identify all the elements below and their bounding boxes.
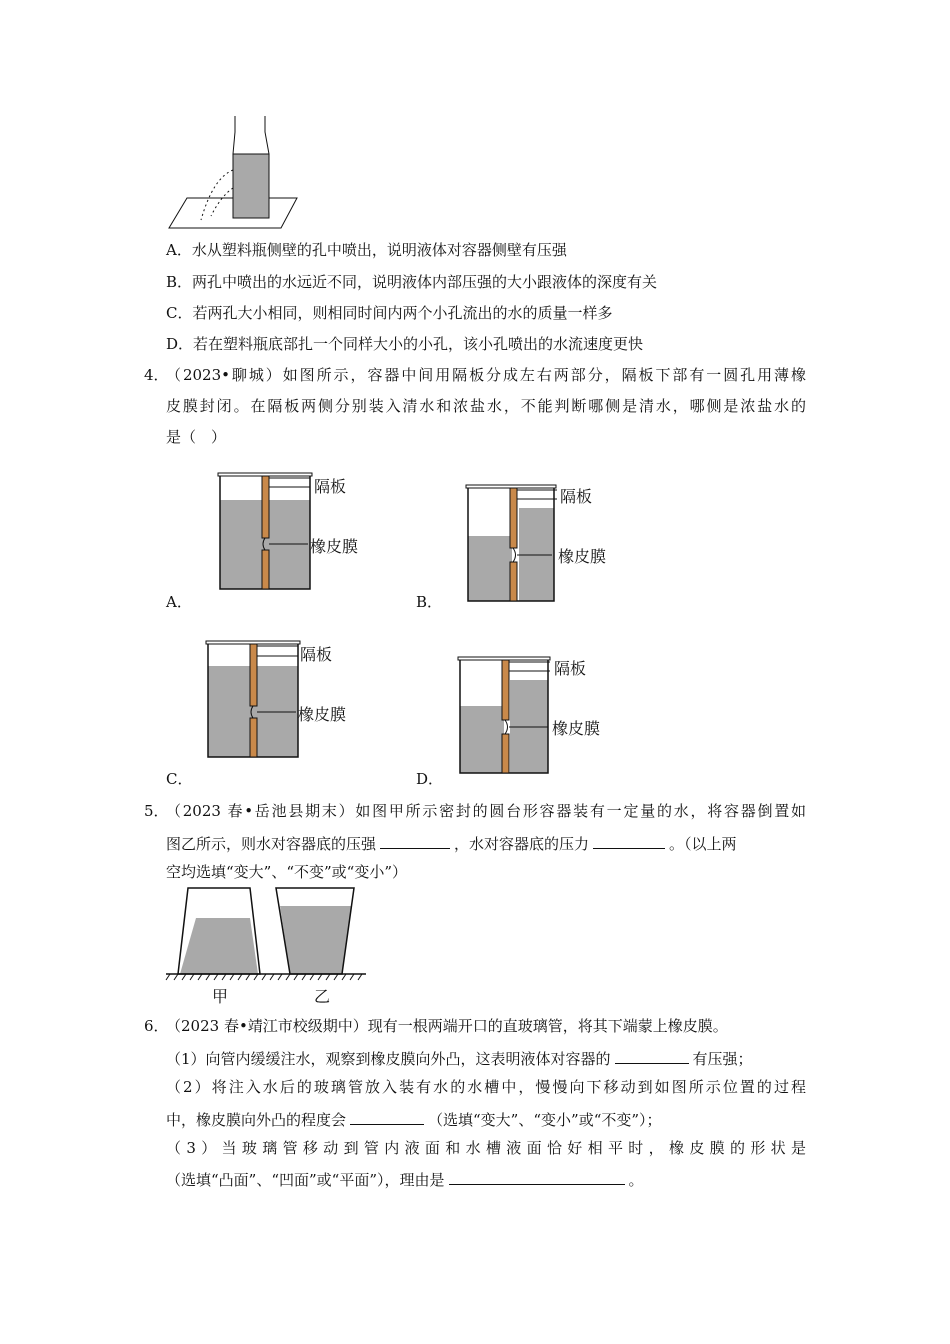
q6-part1: （1）向管内缓缓注水，观察到橡皮膜向外凸，这表明液体对容器的 有压强； xyxy=(166,1047,753,1069)
q6-blank-reason[interactable] xyxy=(449,1168,625,1185)
label-membrane-c: 橡皮膜 xyxy=(298,705,347,724)
q4-option-a-letter: A． xyxy=(166,593,192,611)
q4-stem-line2: 皮膜封闭。在隔板两侧分别装入清水和浓盐水，不能判断哪侧是清水，哪侧是浓盐水的 xyxy=(166,397,806,415)
q6-intro: （2023 春•靖江市校级期中）现有一根两端开口的直玻璃管，将其下端蒙上橡皮膜。 xyxy=(166,1017,728,1035)
container-figure-a xyxy=(210,468,390,594)
option-d: D．若在塑料瓶底部扎一个同样大小的小孔，该小孔喷出的水流速度更快 xyxy=(166,335,644,353)
option-c: C．若两孔大小相同，则相同时间内两个小孔流出的水的质量一样多 xyxy=(166,304,613,322)
bottle-figure xyxy=(165,112,305,232)
q6-part3-line1: （3）当玻璃管移动到管内液面和水槽液面恰好相平时，橡皮膜的形状是 xyxy=(166,1139,806,1157)
label-partition-a: 隔板 xyxy=(314,477,347,496)
q5-blank-force[interactable] xyxy=(593,832,665,849)
q6-blank-1[interactable] xyxy=(615,1047,689,1064)
container-figure-b xyxy=(462,480,642,606)
q6-part2-line1: （2）将注入水后的玻璃管放入装有水的水槽中，慢慢向下移动到如图所示位置的过程 xyxy=(166,1078,806,1096)
container-figure-d xyxy=(454,652,634,778)
q5-stem-line1: （2023 春•岳池县期末）如图甲所示密封的圆台形容器装有一定量的水，将容器倒置如 xyxy=(166,802,806,820)
label-partition-c: 隔板 xyxy=(300,645,333,664)
q5-blank-pressure[interactable] xyxy=(380,832,450,849)
label-yi: 乙 xyxy=(314,987,331,1006)
label-partition-d: 隔板 xyxy=(554,659,587,678)
label-membrane-d: 橡皮膜 xyxy=(552,719,601,738)
label-partition-b: 隔板 xyxy=(560,487,593,506)
label-membrane-b: 橡皮膜 xyxy=(558,547,607,566)
option-a: A．水从塑料瓶侧壁的孔中喷出，说明液体对容器侧壁有压强 xyxy=(166,241,567,259)
container-figure-c xyxy=(200,636,380,762)
q4-stem-line3: 是（ ） xyxy=(166,428,227,446)
label-jia: 甲 xyxy=(212,987,229,1006)
q4-stem-line1: （2023•聊城）如图所示，容器中间用隔板分成左右两部分，隔板下部有一圆孔用薄橡 xyxy=(166,366,806,384)
q5-stem-line2: 图乙所示，则水对容器底的压强 ，水对容器底的压力 。（以上两 xyxy=(166,832,806,854)
q6-number: 6． xyxy=(144,1017,169,1035)
q6-part2-line2: 中，橡皮膜向外凸的程度会 （选填“变大”、“变小”或“不变”）； xyxy=(166,1108,662,1130)
frustum-figure xyxy=(164,882,374,1008)
option-b: B．两孔中喷出的水远近不同，说明液体内部压强的大小跟液体的深度有关 xyxy=(166,273,658,291)
label-membrane-a: 橡皮膜 xyxy=(310,537,359,556)
q5-number: 5． xyxy=(144,802,169,820)
q6-blank-2[interactable] xyxy=(350,1108,424,1125)
q4-number: 4． xyxy=(144,366,169,384)
q6-part3-line2: （选填“凸面”、“凹面”或“平面”），理由是 。 xyxy=(166,1168,644,1190)
q5-stem-line3: 空均选填“变大”、“不变”或“变小”） xyxy=(166,863,408,881)
q4-option-b-letter: B． xyxy=(416,593,443,611)
q4-option-d-letter: D． xyxy=(416,770,444,788)
q4-option-c-letter: C． xyxy=(166,770,193,788)
